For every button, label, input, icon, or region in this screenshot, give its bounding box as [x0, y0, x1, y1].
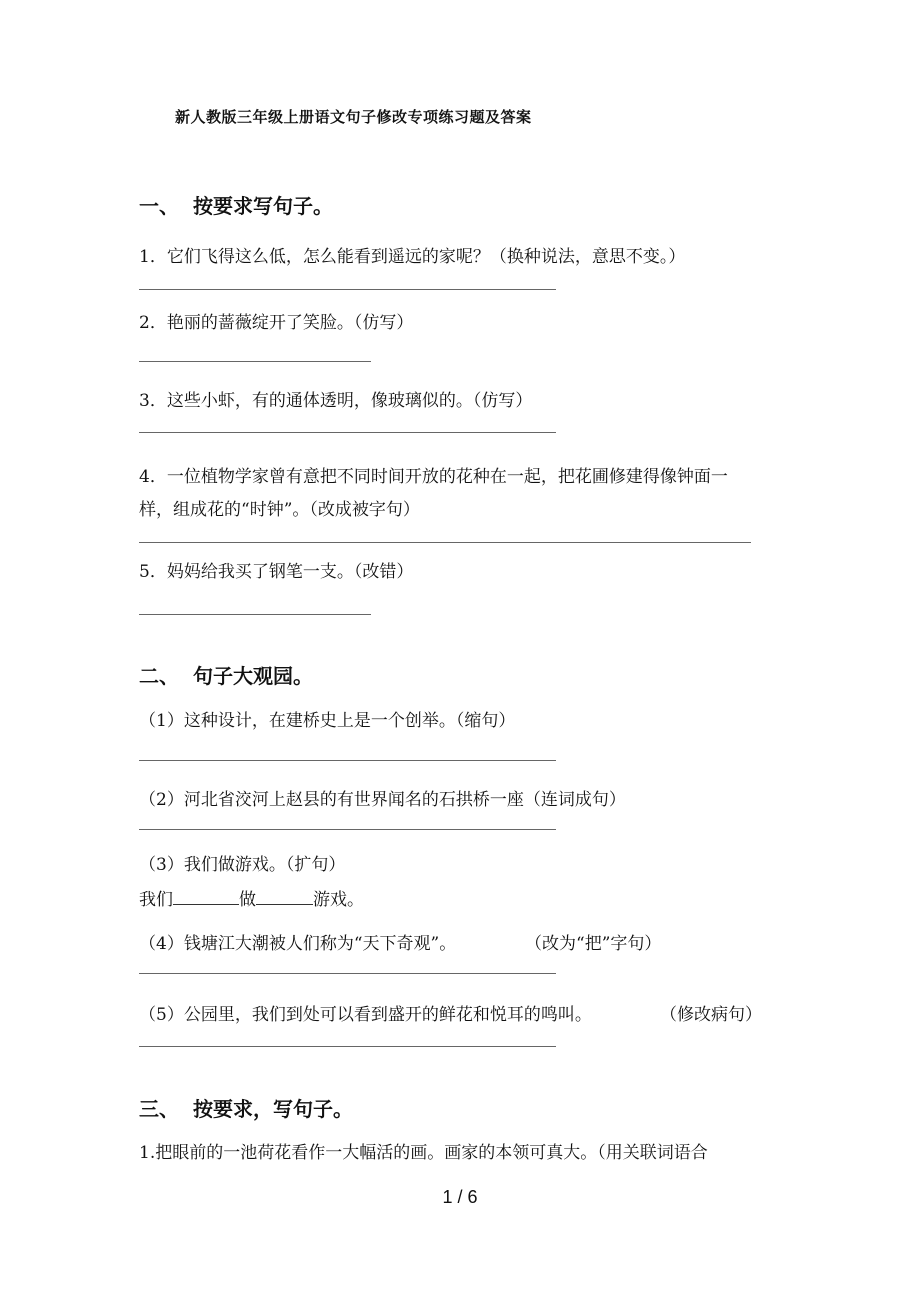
fill-blank-2[interactable]	[256, 888, 313, 905]
fill-in-sentence	[139, 885, 364, 910]
question-2-1: （1）这种设计，在建桥史上是一个创举。（缩句）	[139, 711, 516, 731]
question-1-4: 4．一位植物学家曾有意把不同时间开放的花种在一起，把花圃修建得像钟面一	[139, 467, 728, 487]
question-1-1: 1．它们飞得这么低，怎么能看到遥远的家呢？（换种说法，意思不变。）	[139, 247, 686, 267]
question-1-2: 2．艳丽的蔷薇绽开了笑脸。（仿写）	[139, 313, 414, 333]
section-number: 二、	[139, 664, 179, 688]
answer-line[interactable]	[139, 973, 556, 974]
fill-text-1: 我们	[139, 890, 173, 910]
answer-line[interactable]	[139, 542, 751, 543]
answer-line[interactable]	[139, 432, 556, 433]
section-3-heading	[139, 1093, 353, 1122]
question-2-2: （2）河北省洨河上赵县的有世界闻名的石拱桥一座（连词成句）	[139, 790, 626, 810]
question-2-3: （3）我们做游戏。（扩句）	[139, 855, 346, 875]
fill-text-2: 做	[239, 890, 256, 910]
section-title: 按要求写句子。	[193, 194, 333, 218]
fill-text-3: 游戏。	[313, 890, 364, 910]
section-number: 三、	[139, 1097, 179, 1121]
question-2-4-instruction: （改为“把”字句）	[525, 934, 662, 954]
section-title: 句子大观园。	[193, 664, 313, 688]
answer-line[interactable]	[139, 289, 556, 290]
answer-line[interactable]	[139, 829, 556, 830]
section-title: 按要求，写句子。	[193, 1097, 353, 1121]
page-title: 新人教版三年级上册语文句子修改专项练习题及答案	[175, 108, 532, 126]
question-1-3: 3．这些小虾，有的通体透明，像玻璃似的。（仿写）	[139, 391, 533, 411]
answer-line[interactable]	[139, 760, 556, 761]
question-2-5: （5）公园里，我们到处可以看到盛开的鲜花和悦耳的鸣叫。	[139, 1005, 592, 1025]
section-number: 一、	[139, 194, 179, 218]
answer-line[interactable]	[139, 361, 371, 362]
fill-blank-1[interactable]	[173, 888, 239, 905]
answer-line[interactable]	[139, 1046, 556, 1047]
question-2-4: （4）钱塘江大潮被人们称为“天下奇观”。	[139, 934, 457, 954]
question-2-5-instruction: （修改病句）	[660, 1005, 762, 1025]
section-1-heading	[139, 190, 333, 219]
section-2-heading	[139, 660, 313, 689]
answer-line[interactable]	[139, 614, 371, 615]
page-number: 1 / 6	[442, 1187, 478, 1207]
question-1-5: 5．妈妈给我买了钢笔一支。（改错）	[139, 562, 414, 582]
question-3-1: 1.把眼前的一池荷花看作一大幅活的画。画家的本领可真大。（用关联词语合	[139, 1143, 708, 1163]
question-1-4-cont: 样，组成花的“时钟”。（改成被字句）	[139, 500, 420, 520]
